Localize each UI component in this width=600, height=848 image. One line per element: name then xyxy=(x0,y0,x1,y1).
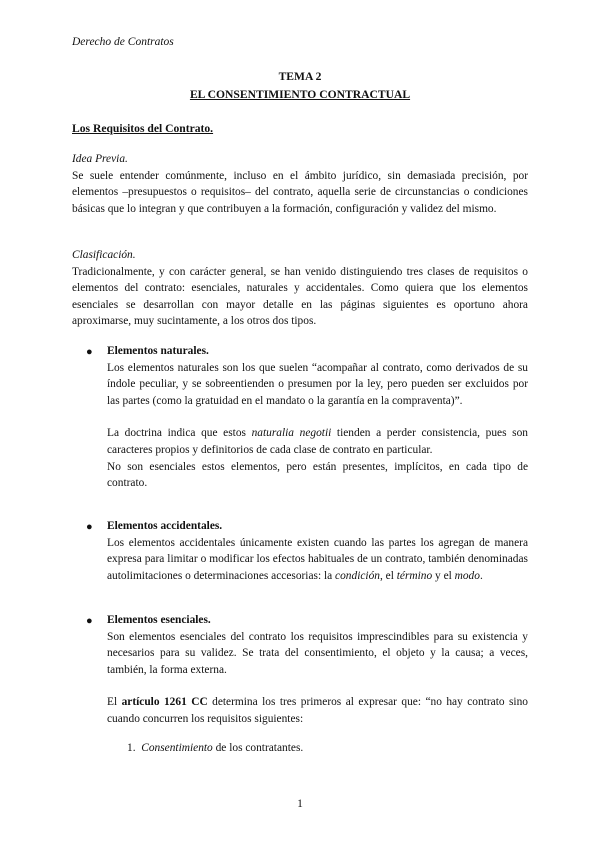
bullet-icon: ● xyxy=(86,521,93,533)
page-number: 1 xyxy=(297,798,303,810)
consentimiento-term: Consentimiento xyxy=(141,742,213,754)
text-run: Los elementos accidentales únicamente existen cuando las partes los agregan de manera expresa para limitar o modificar los efectos habituales de un contrato, también denominadas autolimitaciones o determinaciones accesorias: la xyxy=(107,536,528,582)
text-run: La doctrina indica que estos xyxy=(107,427,252,440)
text-run: . xyxy=(479,569,483,582)
modo-term: modo xyxy=(454,569,480,582)
tema-number: TEMA 2 xyxy=(278,70,322,83)
text-run: , el xyxy=(379,569,397,582)
condicion-term: condición xyxy=(335,569,380,582)
list-item xyxy=(127,742,303,754)
accidentales-label: Elementos accidentales. xyxy=(107,520,223,532)
naturales-p3: No son esenciales estos elementos, pero están presentes, implícitos, en cada tipo de contrato. xyxy=(107,460,528,490)
esenciales-text: Son elementos esenciales del contrato los requisitos imprescindibles para su existencia y necesarios para su validez. Se trata del consentimiento, el objeto y la causa; a veces, también, la forma externa. xyxy=(107,630,528,676)
accidentales-text xyxy=(107,535,528,585)
text-run: determina los tres primeros al expresar que: “no hay contrato sino cuando concurren los requisitos siguientes: xyxy=(107,696,528,725)
naturales-p2 xyxy=(107,425,528,458)
naturalia-term: naturalia negotii xyxy=(251,427,332,440)
idea-heading: Idea Previa. xyxy=(72,153,128,165)
section-heading: Los Requisitos del Contrato. xyxy=(72,122,214,135)
bullet-icon: ● xyxy=(86,346,93,358)
text-run: El xyxy=(107,696,122,709)
articulo-paragraph xyxy=(107,694,528,727)
accidentales-block xyxy=(107,518,528,584)
tema-title: EL CONSENTIMIENTO CONTRACTUAL xyxy=(189,88,411,101)
document-header: Derecho de Contratos xyxy=(72,36,174,48)
naturales-block xyxy=(107,343,528,492)
naturales-label: Elementos naturales. xyxy=(107,345,209,357)
naturales-p1: Los elementos naturales son los que suelen “acompañar al contrato, como derivados de su índole peculiar, y se sobreentienden o presumen por la ley, pero pueden ser excluidos por las partes (como la gratuidad en el mandato o la garantía en la compraventa)”. xyxy=(107,361,528,407)
text-run: y el xyxy=(432,569,455,582)
esenciales-block xyxy=(107,612,528,728)
esenciales-label: Elementos esenciales. xyxy=(107,614,211,626)
idea-previa-block xyxy=(72,151,528,217)
clasificacion-text: Tradicionalmente, y con carácter general, se han venido distinguiendo tres clases de requisitos o elementos del contrato: esenciales, naturales y accidentales. Como quiera que los elementos esenciales se desarrollan con mayor detalle en las páginas siguientes es oportuno ahora aproximarse, muy sucintamente, a los otros dos tipos. xyxy=(72,265,528,328)
list-number: 1. xyxy=(127,742,136,754)
articulo-ref: artículo 1261 CC xyxy=(121,696,208,709)
text-run: de los contratantes. xyxy=(212,742,304,754)
termino-term: término xyxy=(396,569,433,582)
clasificacion-heading: Clasificación. xyxy=(72,249,136,261)
idea-text: Se suele entender comúnmente, incluso en el ámbito jurídico, sin demasiada precisión, por elementos –presupuestos o requisitos– del contrato, aquella serie de circunstancias o condiciones básicas que lo integran y que contribuyen a la formación, configuración y validez del mismo. xyxy=(72,169,528,215)
clasificacion-block xyxy=(72,247,528,330)
bullet-icon: ● xyxy=(86,615,93,627)
text-run: tienden a perder consistencia, pues son caracteres propios y definitorios de cada clase de contrato en particular. xyxy=(107,427,528,456)
